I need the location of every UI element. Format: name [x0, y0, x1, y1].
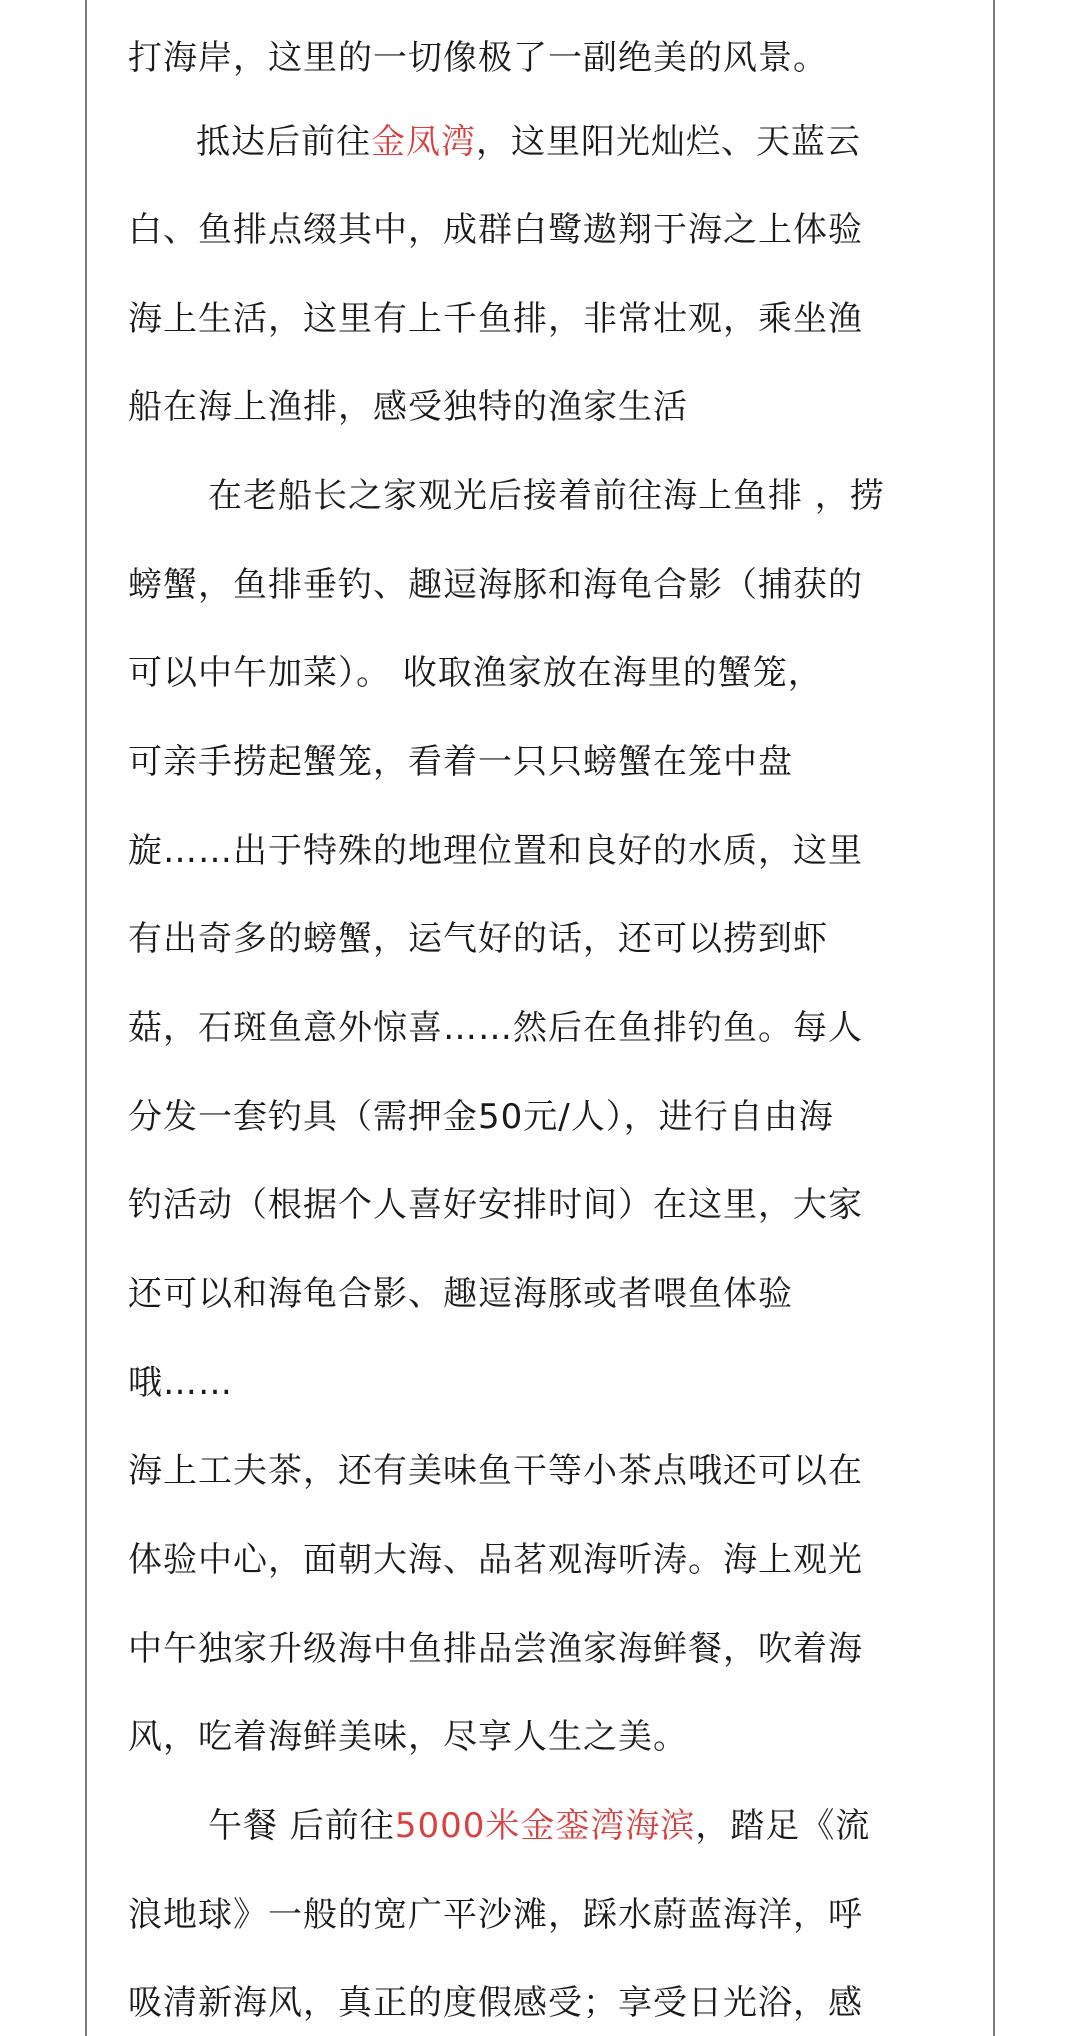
text-line-16: [128, 1358, 233, 1408]
text-line-19: [128, 1624, 863, 1674]
text-segment: 在老船长之家观光后接着前往海上鱼排 ，捞: [208, 476, 885, 516]
text-line-10: [128, 826, 863, 876]
text-segment: ，踏足《流: [695, 1806, 871, 1846]
text-segment: 午餐 后前往: [208, 1806, 395, 1846]
text-segment: 螃蟹，鱼排垂钓、趣逗海豚和海龟合影（捕获的: [128, 565, 863, 605]
text-segment: 有出奇多的螃蟹，运气好的话，还可以捞到虾: [128, 919, 828, 959]
text-segment: ，这里阳光灿烂、天蓝云: [476, 122, 861, 162]
text-line-4: [128, 294, 863, 344]
text-line-2: [196, 117, 861, 167]
text-segment: 船在海上渔排，感受独特的渔家生活: [128, 387, 688, 427]
text-line-1: [128, 33, 828, 83]
text-line-21: [208, 1801, 870, 1851]
text-segment: 哦……: [128, 1363, 233, 1403]
text-line-11: [128, 914, 828, 964]
text-line-9: [128, 737, 793, 787]
text-line-7: [128, 560, 863, 610]
text-segment: 旋……出于特殊的地理位置和良好的水质，这里: [128, 831, 863, 871]
text-segment: 可亲手捞起蟹笼，看着一只只螃蟹在笼中盘: [128, 742, 793, 782]
text-line-8: [128, 648, 823, 698]
text-line-14: [128, 1180, 863, 1230]
text-segment: 抵达后前往: [196, 122, 371, 162]
text-segment: 海上生活，这里有上千鱼排，非常壮观，乘坐渔: [128, 299, 863, 339]
text-line-13: [128, 1092, 834, 1142]
text-segment: 钓活动（根据个人喜好安排时间）在这里，大家: [128, 1185, 863, 1225]
text-segment: 可以中午加菜）。 收取渔家放在海里的蟹笼，: [128, 653, 823, 693]
text-line-15: [128, 1269, 793, 1319]
highlight-link-jinluanwan[interactable]: 5000米金銮湾海滨: [394, 1806, 696, 1846]
text-segment: 吸清新海风，真正的度假感受；享受日光浴，感: [128, 1983, 863, 2023]
text-line-22: [128, 1890, 863, 1940]
text-segment: 海上工夫茶，还有美味鱼干等小茶点哦还可以在: [128, 1451, 863, 1491]
text-segment: 分发一套钓具（需押金50元/人），进行自由海: [128, 1097, 834, 1137]
text-segment: 打海岸，这里的一切像极了一副绝美的风景。: [128, 38, 828, 78]
text-segment: 体验中心，面朝大海、品茗观海听涛。海上观光: [128, 1540, 863, 1580]
text-segment: 风，吃着海鲜美味，尽享人生之美。: [128, 1717, 688, 1757]
text-line-20: [128, 1712, 688, 1762]
text-line-3: [128, 205, 863, 255]
text-line-18: [128, 1535, 863, 1585]
text-segment: 白、鱼排点缀其中，成群白鹭遨翔于海之上体验: [128, 210, 863, 250]
text-segment: 浪地球》一般的宽广平沙滩，踩水蔚蓝海洋，呼: [128, 1895, 863, 1935]
text-line-12: [128, 1003, 863, 1053]
text-line-5: [128, 382, 688, 432]
text-segment: 还可以和海龟合影、趣逗海豚或者喂鱼体验: [128, 1274, 793, 1314]
text-segment: 中午独家升级海中鱼排品尝渔家海鲜餐，吹着海: [128, 1629, 863, 1669]
text-line-23: [128, 1978, 863, 2028]
text-line-6: [208, 471, 885, 521]
text-segment: 菇，石斑鱼意外惊喜……然后在鱼排钓鱼。每人: [128, 1008, 863, 1048]
text-line-17: [128, 1446, 863, 1496]
highlight-link-jinfengwan[interactable]: 金凤湾: [371, 122, 476, 162]
